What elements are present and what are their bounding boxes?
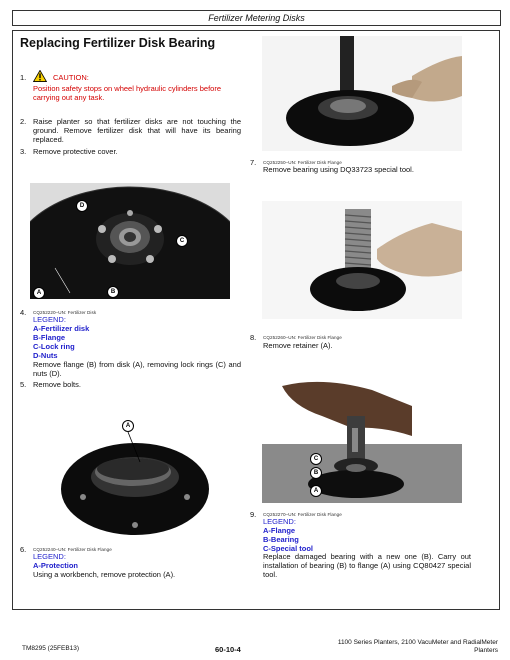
legend-title: LEGEND: <box>33 315 66 324</box>
step-9 <box>250 510 472 580</box>
step-number: 2. <box>20 117 27 126</box>
flange-illustration <box>35 417 235 535</box>
step-number: 8. <box>250 333 257 342</box>
callout-c: C <box>310 453 322 465</box>
caution-text: Position safety stops on wheel hydraulic cylinders before carrying out any task. <box>33 84 222 102</box>
step-7 <box>250 158 472 178</box>
bearing-install-illustration <box>262 376 462 503</box>
callout-d: D <box>76 200 88 212</box>
footer-product-line-2: Planters <box>474 647 498 654</box>
figure-caption: CQ252240–UN: Fertilizer Disk Flange <box>33 547 112 552</box>
step-number: 6. <box>20 545 27 554</box>
legend-title: LEGEND: <box>33 552 66 561</box>
legend-title: LEGEND: <box>263 517 296 526</box>
legend-item: C-Lock ring <box>33 342 75 351</box>
step-number: 3. <box>20 147 27 156</box>
step-4 <box>20 308 242 378</box>
flange-protection-image <box>35 417 235 535</box>
step-text: Remove bearing using DQ33723 special tool. <box>263 165 414 174</box>
warning-triangle-icon <box>33 70 47 82</box>
callout-b: B <box>310 467 322 479</box>
step-number: 9. <box>250 510 257 519</box>
header-title: Fertilizer Metering Disks <box>208 13 305 23</box>
page-header <box>12 10 501 26</box>
step-number: 1. <box>20 73 27 82</box>
footer-product-line-1: 1100 Series Planters, 2100 VacuMeter and RadialMeter <box>337 639 498 646</box>
step-text: Raise planter so that fertilizer disks are not touching the ground. Remove fertilizer disk that will have its bearing replaced. <box>33 117 241 144</box>
fertilizer-disk-image <box>30 183 230 299</box>
figure-caption: CQ252270–UN: Fertilizer Disk Flange <box>263 512 342 517</box>
step-text: Remove bolts. <box>33 380 81 389</box>
step-number: 5. <box>20 380 27 389</box>
legend-item: B-Bearing <box>263 535 299 544</box>
remove-retainer-image <box>262 201 462 319</box>
step-2 <box>20 117 242 145</box>
figure-caption: CQ252250–UN: Fertilizer Disk Flange <box>263 160 342 165</box>
install-bearing-image <box>262 376 462 503</box>
caution-label: CAUTION: <box>53 73 89 82</box>
bearing-removal-illustration <box>262 36 462 151</box>
legend-item: A-Flange <box>263 526 296 535</box>
legend-item: A-Fertilizer disk <box>33 324 90 333</box>
section-title: Replacing Fertilizer Disk Bearing <box>20 36 216 50</box>
callout-c: C <box>176 235 188 247</box>
figure-caption: CQ252220–UN: Fertilizer Disk <box>33 310 97 315</box>
remove-bearing-image <box>262 36 462 151</box>
step-text: Remove protective cover. <box>33 147 118 156</box>
callout-a: A <box>310 485 322 497</box>
step-text: Using a workbench, remove protection (A). <box>33 570 176 579</box>
step-number: 4. <box>20 308 27 317</box>
legend-item: B-Flange <box>33 333 66 342</box>
callout-b: B <box>107 286 119 298</box>
step-3 <box>20 147 242 157</box>
legend-item: D-Nuts <box>33 351 58 360</box>
step-8 <box>250 333 472 353</box>
step-1 <box>20 73 242 109</box>
step-text: Remove flange (B) from disk (A), removing lock rings (C) and nuts (D). <box>33 360 241 378</box>
footer-page-number: 60-10-4 <box>215 645 241 654</box>
legend-item: C-Special tool <box>263 544 314 553</box>
callout-a: A <box>122 420 134 432</box>
callout-a: A <box>33 287 45 299</box>
retainer-removal-illustration <box>262 201 462 319</box>
footer-doc-number: TM8295 (25FEB13) <box>22 645 80 652</box>
step-5 <box>20 380 242 390</box>
step-number: 7. <box>250 158 257 167</box>
step-text: Remove retainer (A). <box>263 341 333 350</box>
figure-caption: CQ252260–UN: Fertilizer Disk Flange <box>263 335 342 340</box>
legend-item: A-Protection <box>33 561 78 570</box>
step-text: Replace damaged bearing with a new one (B). Carry out installation of bearing (B) to flange (A) using CQ80427 special tool. <box>263 552 471 579</box>
step-6 <box>20 545 242 585</box>
fertilizer-disk-illustration <box>30 183 230 299</box>
